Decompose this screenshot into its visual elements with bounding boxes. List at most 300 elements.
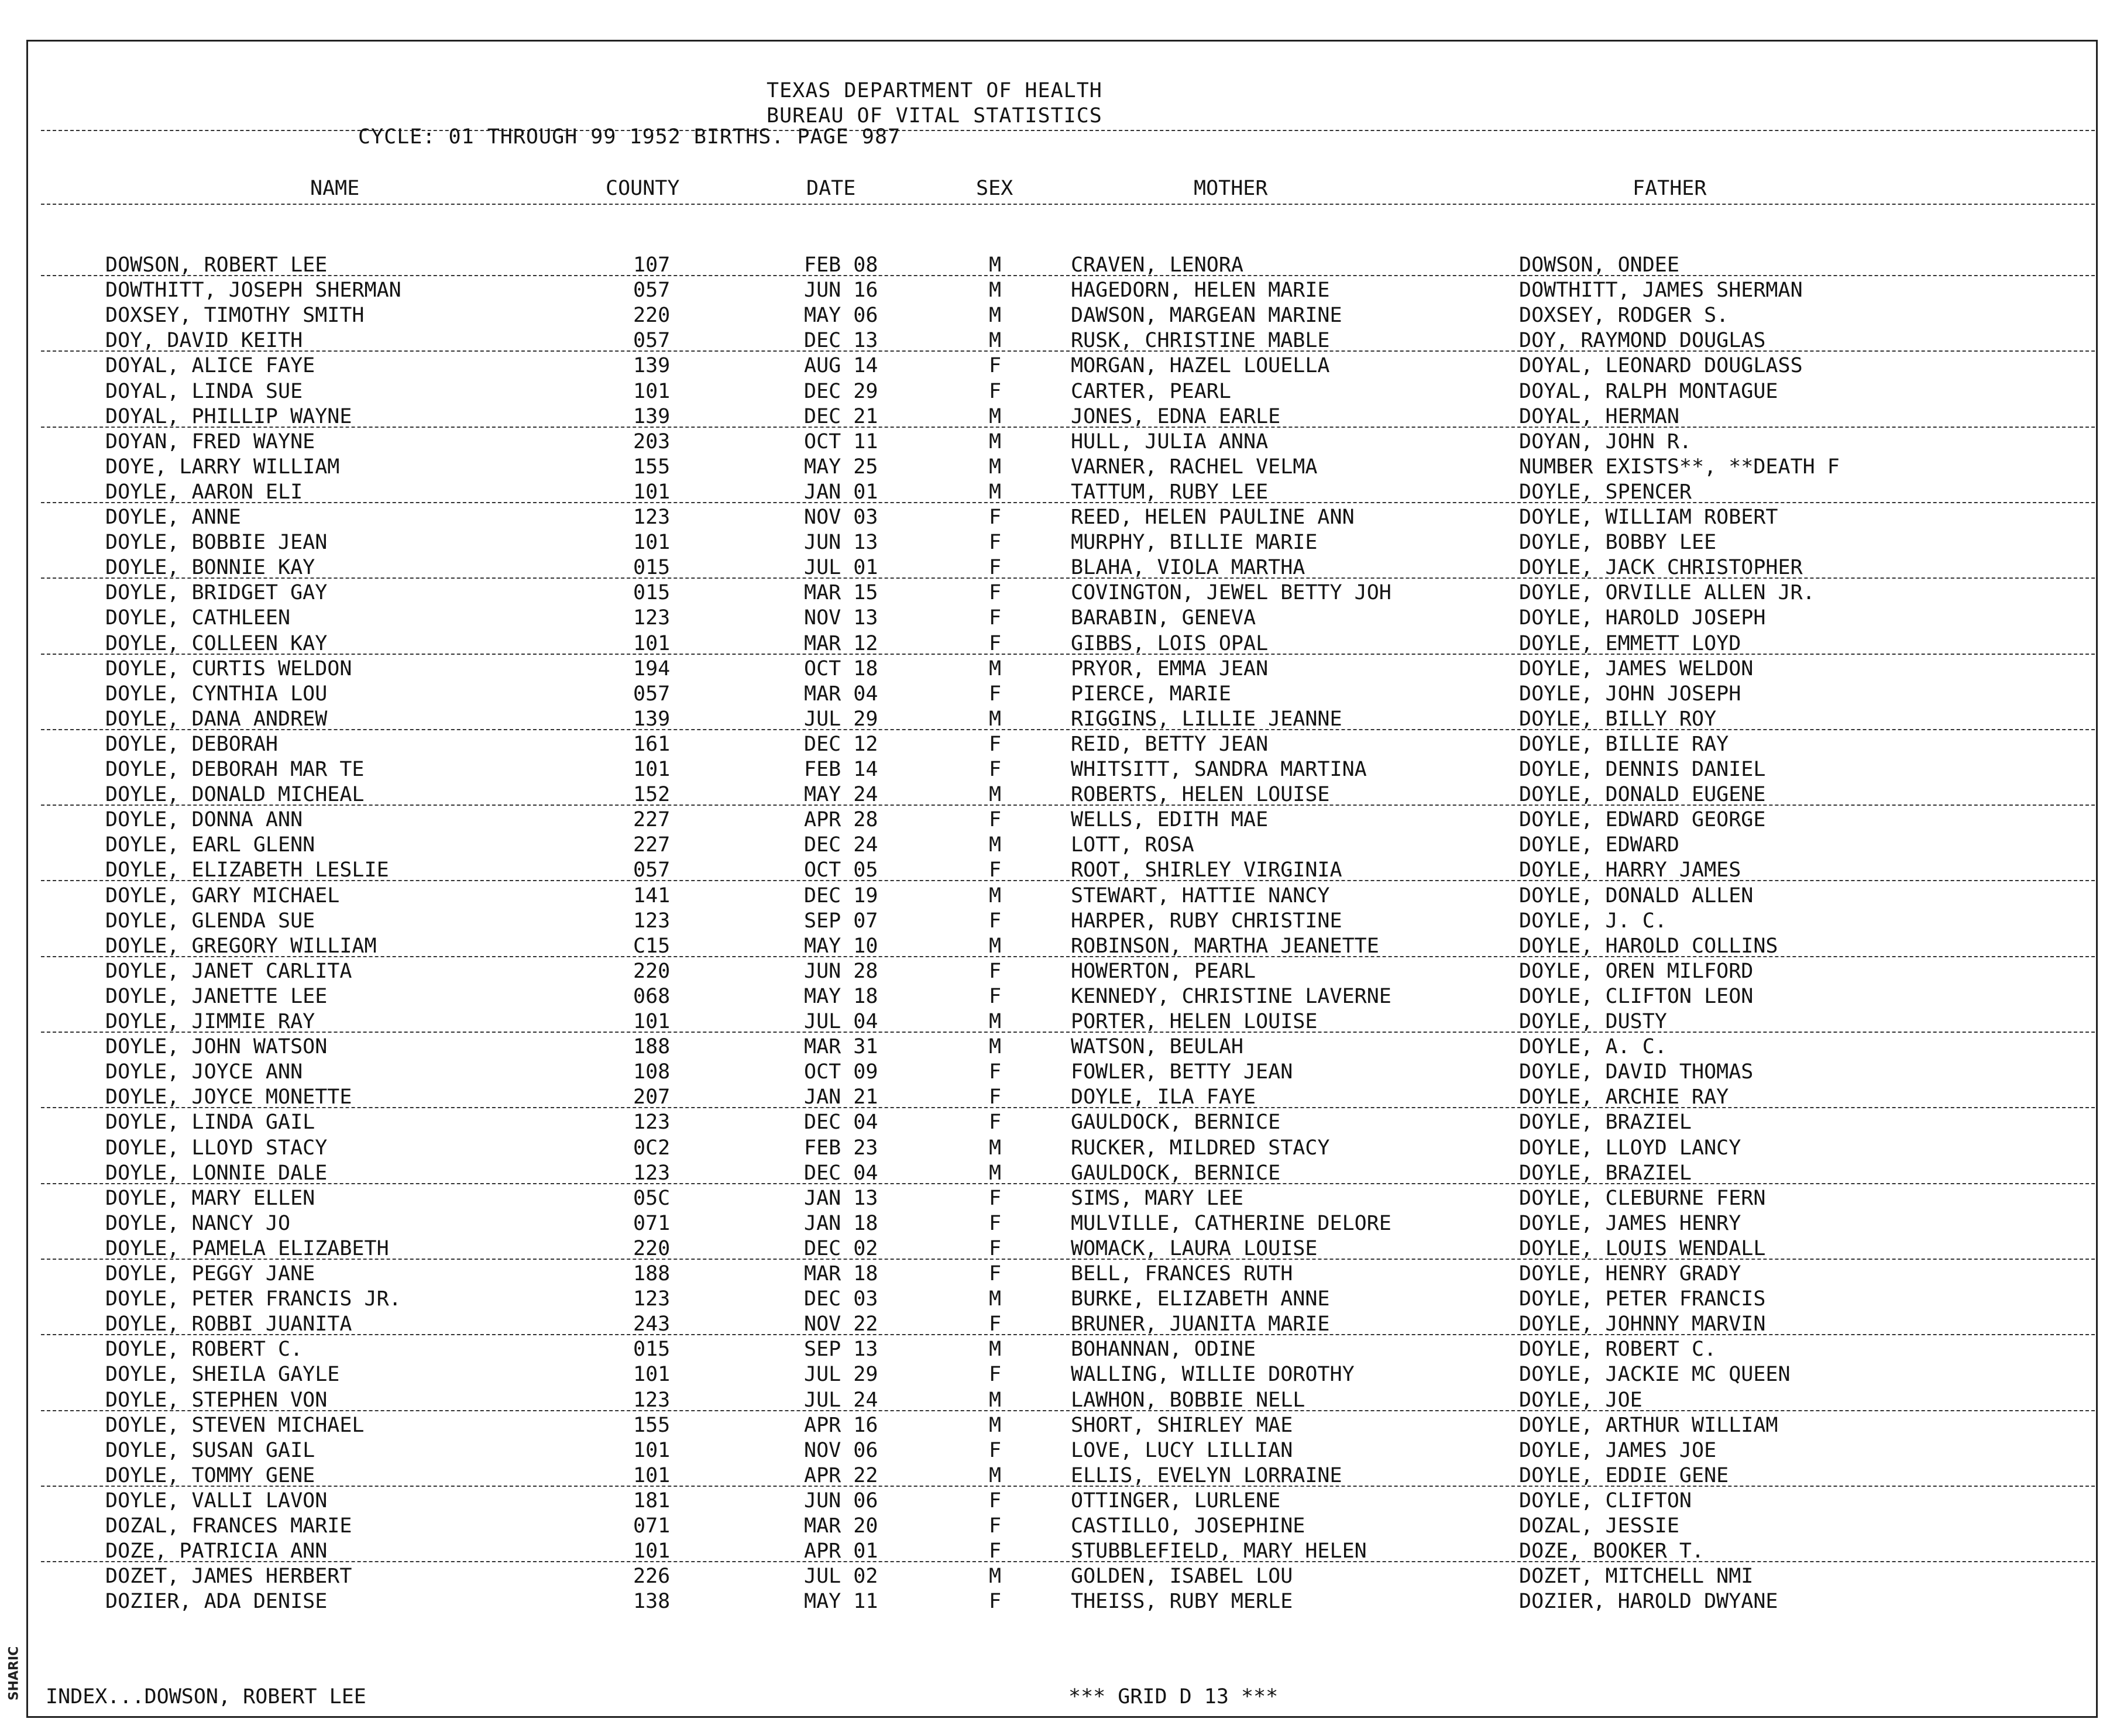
record-date: JUL 29: [804, 1363, 878, 1387]
record-sex: M: [989, 429, 1002, 453]
record-sex: M: [989, 656, 1002, 680]
record-date: APR 16: [804, 1413, 878, 1437]
record-county: 139: [633, 404, 671, 428]
record-mother: MURPHY, BILLIE MARIE: [1071, 531, 1318, 555]
record-sex: M: [989, 1463, 1002, 1487]
record-row: [0, 656, 2127, 682]
record-sex: M: [989, 1388, 1002, 1412]
record-mother: ROBERTS, HELEN LOUISE: [1071, 783, 1330, 807]
record-date: MAY 10: [804, 934, 878, 958]
record-row: [0, 480, 2127, 505]
record-row: [0, 429, 2127, 455]
record-name: DOYLE, PEGGY JANE: [105, 1262, 315, 1285]
record-date: DEC 02: [804, 1236, 878, 1260]
record-date: DEC 24: [804, 833, 878, 857]
record-date: DEC 13: [804, 329, 878, 353]
record-sex: M: [989, 934, 1002, 958]
record-name: DOYAL, PHILLIP WAYNE: [105, 404, 352, 428]
column-header-date: DATE: [806, 177, 856, 200]
record-row: [0, 1312, 2127, 1337]
record-name: DOYLE, NANCY JO: [105, 1211, 291, 1235]
record-row: [0, 1514, 2127, 1539]
record-county: 141: [633, 884, 671, 907]
record-father: DOWSON, ONDEE: [1519, 253, 1679, 277]
record-county: 101: [633, 758, 671, 781]
record-date: SEP 07: [804, 909, 878, 933]
record-name: DOYLE, TOMMY GENE: [105, 1463, 315, 1487]
record-mother: PIERCE, MARIE: [1071, 682, 1231, 706]
record-mother: WOMACK, LAURA LOUISE: [1071, 1236, 1318, 1260]
record-mother: HULL, JULIA ANNA: [1071, 429, 1269, 453]
record-sex: F: [989, 1363, 1002, 1387]
record-row: [0, 530, 2127, 555]
record-county: 155: [633, 1413, 671, 1437]
record-county: 05C: [633, 1186, 671, 1210]
record-mother: ROBINSON, MARTHA JEANETTE: [1071, 934, 1379, 958]
record-row: [0, 757, 2127, 782]
record-mother: VARNER, RACHEL VELMA: [1071, 455, 1318, 479]
record-name: DOYLE, DANA ANDREW: [105, 707, 328, 731]
record-mother: MULVILLE, CATHERINE DELORE: [1071, 1211, 1391, 1235]
record-row: [0, 1186, 2127, 1211]
record-date: JUL 29: [804, 707, 878, 731]
record-date: OCT 18: [804, 656, 878, 680]
record-mother: WALLING, WILLIE DOROTHY: [1071, 1363, 1355, 1387]
record-date: AUG 14: [804, 354, 878, 378]
record-sex: M: [989, 833, 1002, 857]
header-cycle: CYCLE: 01 THROUGH 99 1952 BIRTHS. PAGE 987: [358, 125, 901, 149]
record-father: DOYLE, J. C.: [1519, 909, 1667, 933]
record-sex: M: [989, 253, 1002, 277]
record-county: 139: [633, 354, 671, 378]
record-date: DEC 21: [804, 404, 878, 428]
record-name: DOYLE, SUSAN GAIL: [105, 1438, 315, 1462]
side-tag-text: SHARIC: [6, 1646, 22, 1701]
record-county: 207: [633, 1085, 671, 1109]
record-sex: F: [989, 1085, 1002, 1109]
record-county: 107: [633, 253, 671, 277]
record-father: DOYLE, DONALD ALLEN: [1519, 884, 1754, 907]
record-row: [0, 1489, 2127, 1514]
record-sex: M: [989, 1035, 1002, 1059]
record-row: [0, 303, 2127, 328]
record-father: DOZAL, JESSIE: [1519, 1514, 1679, 1538]
record-father: DOYLE, JAMES JOE: [1519, 1438, 1717, 1462]
record-row: [0, 1463, 2127, 1489]
record-sex: F: [989, 858, 1002, 882]
record-date: FEB 23: [804, 1136, 878, 1160]
record-county: 0C2: [633, 1136, 671, 1160]
record-county: 123: [633, 1287, 671, 1311]
record-county: 155: [633, 455, 671, 479]
record-mother: PORTER, HELEN LOUISE: [1071, 1010, 1318, 1033]
record-sex: F: [989, 581, 1002, 605]
record-sex: F: [989, 606, 1002, 630]
record-name: DOYLE, EARL GLENN: [105, 833, 315, 857]
record-mother: GIBBS, LOIS OPAL: [1071, 631, 1269, 655]
record-name: DOYLE, DONNA ANN: [105, 808, 303, 832]
record-sex: F: [989, 1236, 1002, 1260]
header-bureau: BUREAU OF VITAL STATISTICS: [767, 104, 1102, 128]
record-mother: GAULDOCK, BERNICE: [1071, 1111, 1281, 1135]
record-date: JAN 13: [804, 1186, 878, 1210]
record-county: 101: [633, 1463, 671, 1487]
record-sex: M: [989, 329, 1002, 353]
record-mother: RUSK, CHRISTINE MABLE: [1071, 329, 1330, 353]
record-date: JUL 24: [804, 1388, 878, 1412]
record-father: DOYLE, SPENCER: [1519, 480, 1692, 504]
record-county: 161: [633, 732, 671, 756]
record-date: JUN 28: [804, 959, 878, 983]
footer-grid: *** GRID D 13 ***: [1068, 1685, 1279, 1709]
record-name: DOYLE, DEBORAH MAR TE: [105, 758, 365, 781]
record-mother: CARTER, PEARL: [1071, 379, 1231, 403]
record-sex: F: [989, 682, 1002, 706]
record-mother: TATTUM, RUBY LEE: [1071, 480, 1269, 504]
record-name: DOYLE, VALLI LAVON: [105, 1489, 328, 1512]
record-county: 220: [633, 1236, 671, 1260]
record-name: DOYLE, DEBORAH: [105, 732, 279, 756]
record-sex: F: [989, 1186, 1002, 1210]
record-father: DOYAL, RALPH MONTAGUE: [1519, 379, 1778, 403]
record-name: DOYLE, LLOYD STACY: [105, 1136, 328, 1160]
record-date: MAY 18: [804, 984, 878, 1008]
record-sex: F: [989, 1262, 1002, 1285]
record-county: 123: [633, 506, 671, 529]
record-row: [0, 1060, 2127, 1085]
record-sex: F: [989, 1514, 1002, 1538]
record-mother: RUCKER, MILDRED STACY: [1071, 1136, 1330, 1160]
record-county: 057: [633, 858, 671, 882]
record-sex: M: [989, 455, 1002, 479]
record-mother: COVINGTON, JEWEL BETTY JOH: [1071, 581, 1391, 605]
record-sex: F: [989, 959, 1002, 983]
record-date: SEP 13: [804, 1338, 878, 1362]
record-row: [0, 1589, 2127, 1614]
record-date: JAN 21: [804, 1085, 878, 1109]
record-father: DOYLE, CLEBURNE FERN: [1519, 1186, 1766, 1210]
record-row: [0, 934, 2127, 959]
record-county: 057: [633, 329, 671, 353]
record-county: 226: [633, 1565, 671, 1589]
record-mother: BURKE, ELIZABETH ANNE: [1071, 1287, 1330, 1311]
record-county: 101: [633, 1010, 671, 1033]
record-name: DOYLE, AARON ELI: [105, 480, 303, 504]
record-sex: F: [989, 758, 1002, 781]
record-sex: M: [989, 480, 1002, 504]
record-sex: M: [989, 304, 1002, 328]
record-father: DOYLE, EDWARD GEORGE: [1519, 808, 1766, 832]
record-name: DOYAN, FRED WAYNE: [105, 429, 315, 453]
record-mother: BLAHA, VIOLA MARTHA: [1071, 556, 1305, 580]
record-father: DOYLE, ROBERT C.: [1519, 1338, 1717, 1362]
record-father: DOYLE, DENNIS DANIEL: [1519, 758, 1766, 781]
record-father: DOY, RAYMOND DOUGLAS: [1519, 329, 1766, 353]
record-county: 227: [633, 808, 671, 832]
record-row: [0, 1110, 2127, 1135]
record-row: [0, 884, 2127, 909]
record-row: [0, 833, 2127, 858]
record-sex: F: [989, 1060, 1002, 1084]
record-date: NOV 03: [804, 506, 878, 529]
record-mother: REED, HELEN PAULINE ANN: [1071, 506, 1355, 529]
record-row: [0, 707, 2127, 732]
record-row: [0, 1287, 2127, 1312]
record-date: OCT 09: [804, 1060, 878, 1084]
record-father: DOYLE, LLOYD LANCY: [1519, 1136, 1741, 1160]
record-date: MAY 11: [804, 1590, 878, 1614]
record-father: DOZE, BOOKER T.: [1519, 1539, 1705, 1563]
record-father: DOYLE, DUSTY: [1519, 1010, 1667, 1033]
record-county: 203: [633, 429, 671, 453]
record-name: DOYLE, BRIDGET GAY: [105, 581, 328, 605]
record-mother: THEISS, RUBY MERLE: [1071, 1590, 1293, 1614]
record-sex: M: [989, 1287, 1002, 1311]
record-county: 101: [633, 1539, 671, 1563]
record-county: 227: [633, 833, 671, 857]
record-row: [0, 1161, 2127, 1186]
record-county: 071: [633, 1211, 671, 1235]
record-date: NOV 22: [804, 1312, 878, 1336]
record-sex: M: [989, 884, 1002, 907]
record-date: JAN 18: [804, 1211, 878, 1235]
record-date: MAR 15: [804, 581, 878, 605]
record-date: APR 22: [804, 1463, 878, 1487]
record-county: 101: [633, 1438, 671, 1462]
record-county: 071: [633, 1514, 671, 1538]
record-county: 123: [633, 1161, 671, 1185]
record-date: MAY 06: [804, 304, 878, 328]
record-mother: CRAVEN, LENORA: [1071, 253, 1244, 277]
record-date: DEC 04: [804, 1111, 878, 1135]
record-row: [0, 1564, 2127, 1589]
record-row: [0, 1085, 2127, 1110]
record-date: JUL 02: [804, 1565, 878, 1589]
record-date: DEC 04: [804, 1161, 878, 1185]
record-father: DOYLE, BOBBY LEE: [1519, 531, 1717, 555]
record-date: JUL 04: [804, 1010, 878, 1033]
record-county: 015: [633, 581, 671, 605]
record-father: DOYLE, DONALD EUGENE: [1519, 783, 1766, 807]
record-father: DOYAL, LEONARD DOUGLASS: [1519, 354, 1803, 378]
record-name: DOYLE, JANETTE LEE: [105, 984, 328, 1008]
record-father: NUMBER EXISTS**, **DEATH F: [1519, 455, 1840, 479]
record-row: [0, 1211, 2127, 1236]
record-name: DOYLE, CATHLEEN: [105, 606, 291, 630]
record-name: DOWSON, ROBERT LEE: [105, 253, 328, 277]
record-mother: ROOT, SHIRLEY VIRGINIA: [1071, 858, 1342, 882]
record-father: DOYLE, DAVID THOMAS: [1519, 1060, 1754, 1084]
record-name: DOYLE, LONNIE DALE: [105, 1161, 328, 1185]
record-father: DOYLE, ARCHIE RAY: [1519, 1085, 1729, 1109]
record-name: DOYLE, JOYCE MONETTE: [105, 1085, 352, 1109]
record-name: DOYLE, STEVEN MICHAEL: [105, 1413, 365, 1437]
record-father: DOYLE, ORVILLE ALLEN JR.: [1519, 581, 1815, 605]
record-father: DOYLE, CLIFTON: [1519, 1489, 1692, 1512]
record-row: [0, 1413, 2127, 1438]
record-name: DOYAL, LINDA SUE: [105, 379, 303, 403]
record-mother: HAGEDORN, HELEN MARIE: [1071, 279, 1330, 302]
record-row: [0, 1388, 2127, 1413]
record-father: DOYLE, JOHN JOSEPH: [1519, 682, 1741, 706]
record-county: 101: [633, 379, 671, 403]
record-mother: OTTINGER, LURLENE: [1071, 1489, 1281, 1512]
record-mother: MORGAN, HAZEL LOUELLA: [1071, 354, 1330, 378]
record-date: APR 01: [804, 1539, 878, 1563]
record-name: DOYLE, BOBBIE JEAN: [105, 531, 328, 555]
record-date: MAY 25: [804, 455, 878, 479]
record-name: DOYLE, SHEILA GAYLE: [105, 1363, 340, 1387]
record-sex: F: [989, 379, 1002, 403]
record-county: 068: [633, 984, 671, 1008]
record-father: DOYLE, BRAZIEL: [1519, 1111, 1692, 1135]
record-mother: HOWERTON, PEARL: [1071, 959, 1256, 983]
record-county: 123: [633, 606, 671, 630]
footer-index: INDEX...DOWSON, ROBERT LEE: [46, 1685, 366, 1709]
record-name: DOYLE, ROBERT C.: [105, 1338, 303, 1362]
record-sex: M: [989, 1136, 1002, 1160]
column-header-father: FATHER: [1633, 177, 1707, 200]
record-sex: F: [989, 909, 1002, 933]
record-father: DOYLE, JAMES WELDON: [1519, 656, 1754, 680]
record-name: DOY, DAVID KEITH: [105, 329, 303, 353]
record-mother: ELLIS, EVELYN LORRAINE: [1071, 1463, 1342, 1487]
record-row: [0, 253, 2127, 278]
record-father: DOYLE, CLIFTON LEON: [1519, 984, 1754, 1008]
record-row: [0, 606, 2127, 631]
record-sex: M: [989, 279, 1002, 302]
record-date: JUL 01: [804, 556, 878, 580]
record-county: 015: [633, 556, 671, 580]
record-row: [0, 1438, 2127, 1463]
record-date: DEC 12: [804, 732, 878, 756]
record-county: 152: [633, 783, 671, 807]
record-father: DOYLE, HARRY JAMES: [1519, 858, 1741, 882]
record-sex: M: [989, 707, 1002, 731]
record-date: FEB 08: [804, 253, 878, 277]
record-mother: BRUNER, JUANITA MARIE: [1071, 1312, 1330, 1336]
record-father: DOXSEY, RODGER S.: [1519, 304, 1729, 328]
record-name: DOYLE, GREGORY WILLIAM: [105, 934, 377, 958]
record-row: [0, 1009, 2127, 1034]
record-date: DEC 03: [804, 1287, 878, 1311]
record-name: DOYLE, MARY ELLEN: [105, 1186, 315, 1210]
record-sex: M: [989, 1413, 1002, 1437]
record-name: DOYLE, GARY MICHAEL: [105, 884, 340, 907]
record-father: DOZIER, HAROLD DWYANE: [1519, 1590, 1778, 1614]
record-mother: BARABIN, GENEVA: [1071, 606, 1256, 630]
record-date: JAN 01: [804, 480, 878, 504]
record-county: 123: [633, 909, 671, 933]
record-county: 057: [633, 682, 671, 706]
record-sex: M: [989, 1161, 1002, 1185]
record-county: 101: [633, 1363, 671, 1387]
record-county: 123: [633, 1388, 671, 1412]
record-sex: F: [989, 1539, 1002, 1563]
record-row: [0, 1362, 2127, 1387]
record-name: DOWTHITT, JOSEPH SHERMAN: [105, 279, 401, 302]
record-row: [0, 631, 2127, 656]
record-father: DOYLE, A. C.: [1519, 1035, 1667, 1059]
record-county: 139: [633, 707, 671, 731]
record-name: DOYLE, COLLEEN KAY: [105, 631, 328, 655]
record-date: APR 28: [804, 808, 878, 832]
record-date: JUN 06: [804, 1489, 878, 1512]
record-sex: F: [989, 531, 1002, 555]
record-row: [0, 984, 2127, 1009]
side-tag: [2, 1638, 26, 1709]
record-father: DOYLE, WILLIAM ROBERT: [1519, 506, 1778, 529]
record-sex: F: [989, 984, 1002, 1008]
record-sex: M: [989, 1338, 1002, 1362]
record-mother: DAWSON, MARGEAN MARINE: [1071, 304, 1342, 328]
record-mother: PRYOR, EMMA JEAN: [1071, 656, 1269, 680]
record-date: DEC 19: [804, 884, 878, 907]
record-name: DOZAL, FRANCES MARIE: [105, 1514, 352, 1538]
record-name: DOZET, JAMES HERBERT: [105, 1565, 352, 1589]
record-date: MAR 04: [804, 682, 878, 706]
record-name: DOZIER, ADA DENISE: [105, 1590, 328, 1614]
record-mother: LAWHON, BOBBIE NELL: [1071, 1388, 1305, 1412]
column-header-mother: MOTHER: [1194, 177, 1268, 200]
record-date: JUN 16: [804, 279, 878, 302]
record-sex: F: [989, 631, 1002, 655]
record-date: NOV 06: [804, 1438, 878, 1462]
record-mother: JONES, EDNA EARLE: [1071, 404, 1281, 428]
record-county: 220: [633, 304, 671, 328]
record-father: DOYLE, LOUIS WENDALL: [1519, 1236, 1766, 1260]
record-father: DOYLE, HAROLD COLLINS: [1519, 934, 1778, 958]
record-mother: WATSON, BEULAH: [1071, 1035, 1244, 1059]
record-mother: DOYLE, ILA FAYE: [1071, 1085, 1256, 1109]
record-name: DOYLE, ROBBI JUANITA: [105, 1312, 352, 1336]
record-father: DOYLE, PETER FRANCIS: [1519, 1287, 1766, 1311]
record-county: 101: [633, 531, 671, 555]
record-mother: REID, BETTY JEAN: [1071, 732, 1269, 756]
record-sex: F: [989, 1489, 1002, 1512]
record-name: DOYLE, PAMELA ELIZABETH: [105, 1236, 389, 1260]
record-father: DOWTHITT, JAMES SHERMAN: [1519, 279, 1803, 302]
record-row: [0, 1261, 2127, 1287]
record-date: OCT 11: [804, 429, 878, 453]
record-name: DOYLE, CYNTHIA LOU: [105, 682, 328, 706]
record-father: DOYLE, EDDIE GENE: [1519, 1463, 1729, 1487]
record-name: DOYLE, ANNE: [105, 506, 241, 529]
record-row: [0, 455, 2127, 480]
record-father: DOYLE, EDWARD: [1519, 833, 1679, 857]
record-name: DOYLE, CURTIS WELDON: [105, 656, 352, 680]
column-header-rule: [41, 204, 2095, 205]
record-sex: F: [989, 1211, 1002, 1235]
record-father: DOYLE, HENRY GRADY: [1519, 1262, 1741, 1285]
record-row: [0, 505, 2127, 530]
record-name: DOYLE, JOYCE ANN: [105, 1060, 303, 1084]
record-father: DOYLE, EMMETT LOYD: [1519, 631, 1741, 655]
record-date: MAR 18: [804, 1262, 878, 1285]
record-mother: CASTILLO, JOSEPHINE: [1071, 1514, 1305, 1538]
record-sex: F: [989, 1438, 1002, 1462]
record-date: MAR 20: [804, 1514, 878, 1538]
record-mother: KENNEDY, CHRISTINE LAVERNE: [1071, 984, 1391, 1008]
record-father: DOZET, MITCHELL NMI: [1519, 1565, 1754, 1589]
record-father: DOYLE, ARTHUR WILLIAM: [1519, 1413, 1778, 1437]
record-sex: F: [989, 556, 1002, 580]
record-sex: M: [989, 783, 1002, 807]
record-mother: GOLDEN, ISABEL LOU: [1071, 1565, 1293, 1589]
record-date: MAR 31: [804, 1035, 878, 1059]
record-mother: WELLS, EDITH MAE: [1071, 808, 1269, 832]
record-father: DOYLE, HAROLD JOSEPH: [1519, 606, 1766, 630]
